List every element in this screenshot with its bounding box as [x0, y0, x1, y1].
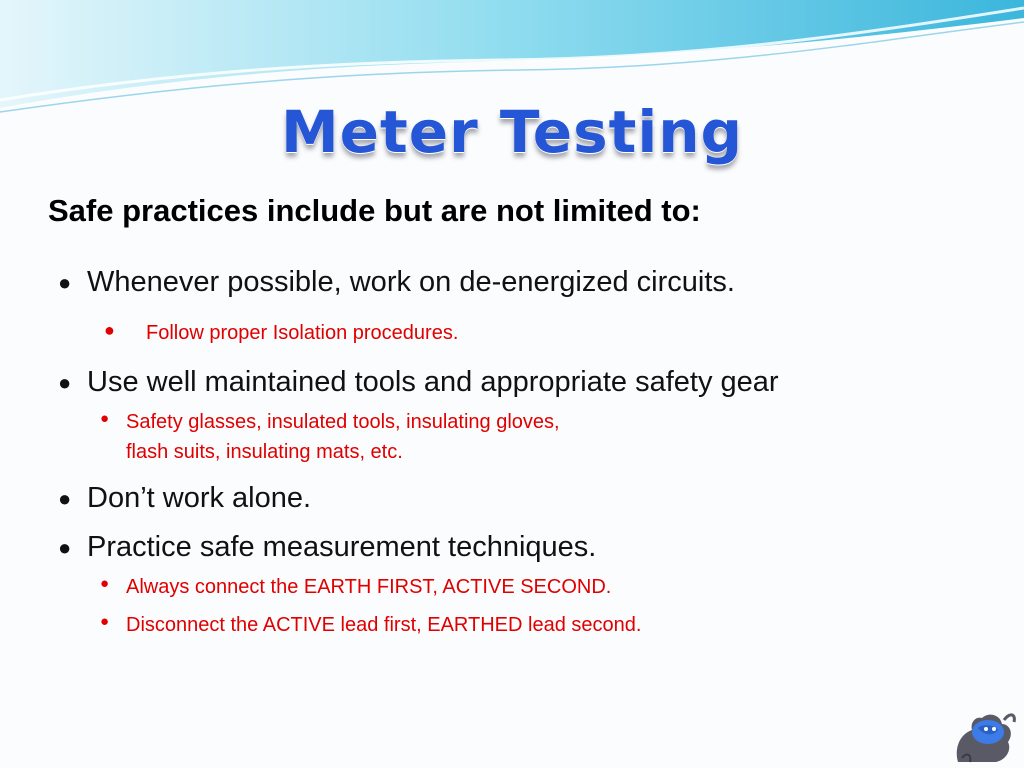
sub-bullet-item — [100, 572, 611, 602]
slide-title: Meter Testing — [280, 98, 744, 166]
sub-bullet-item — [100, 610, 641, 640]
bullet-dot-icon: ● — [58, 535, 72, 560]
bullet-dot-icon: ● — [104, 320, 115, 340]
bullet-dot-icon: ● — [58, 486, 72, 511]
bullet-text: Practice safe measurement techniques. — [87, 531, 597, 563]
bullet-item — [58, 482, 311, 515]
bullet-item — [58, 366, 779, 399]
bullet-item — [58, 531, 596, 564]
sub-bullet-text: Follow proper Isolation procedures. — [146, 322, 459, 344]
bullet-text: Don’t work alone. — [87, 482, 312, 514]
slide-subtitle: Safe practices include but are not limited to: — [48, 193, 701, 228]
sub-bullet-text-line: flash suits, insulating mats, etc. — [126, 441, 403, 463]
sub-bullet-text: Always connect the EARTH FIRST, ACTIVE SECOND. — [126, 576, 612, 598]
bullet-dot-icon: ● — [100, 613, 110, 630]
bullet-dot-icon: ● — [100, 575, 110, 592]
bullet-dot-icon: ● — [58, 270, 72, 295]
mascot-logo-icon — [948, 702, 1020, 766]
sub-bullet-item — [104, 318, 458, 348]
bullet-dot-icon: ● — [100, 410, 110, 427]
sub-bullet-text: Disconnect the ACTIVE lead first, EARTHED lead second. — [126, 614, 642, 636]
bullet-text: Whenever possible, work on de-energized circuits. — [87, 266, 735, 298]
bullet-item — [58, 266, 735, 299]
bullet-text: Use well maintained tools and appropriate safety gear — [87, 366, 779, 398]
bullet-dot-icon: ● — [58, 370, 72, 395]
sub-bullet-item — [100, 407, 560, 467]
sub-bullet-text-line: Safety glasses, insulated tools, insulating gloves, — [126, 411, 560, 433]
